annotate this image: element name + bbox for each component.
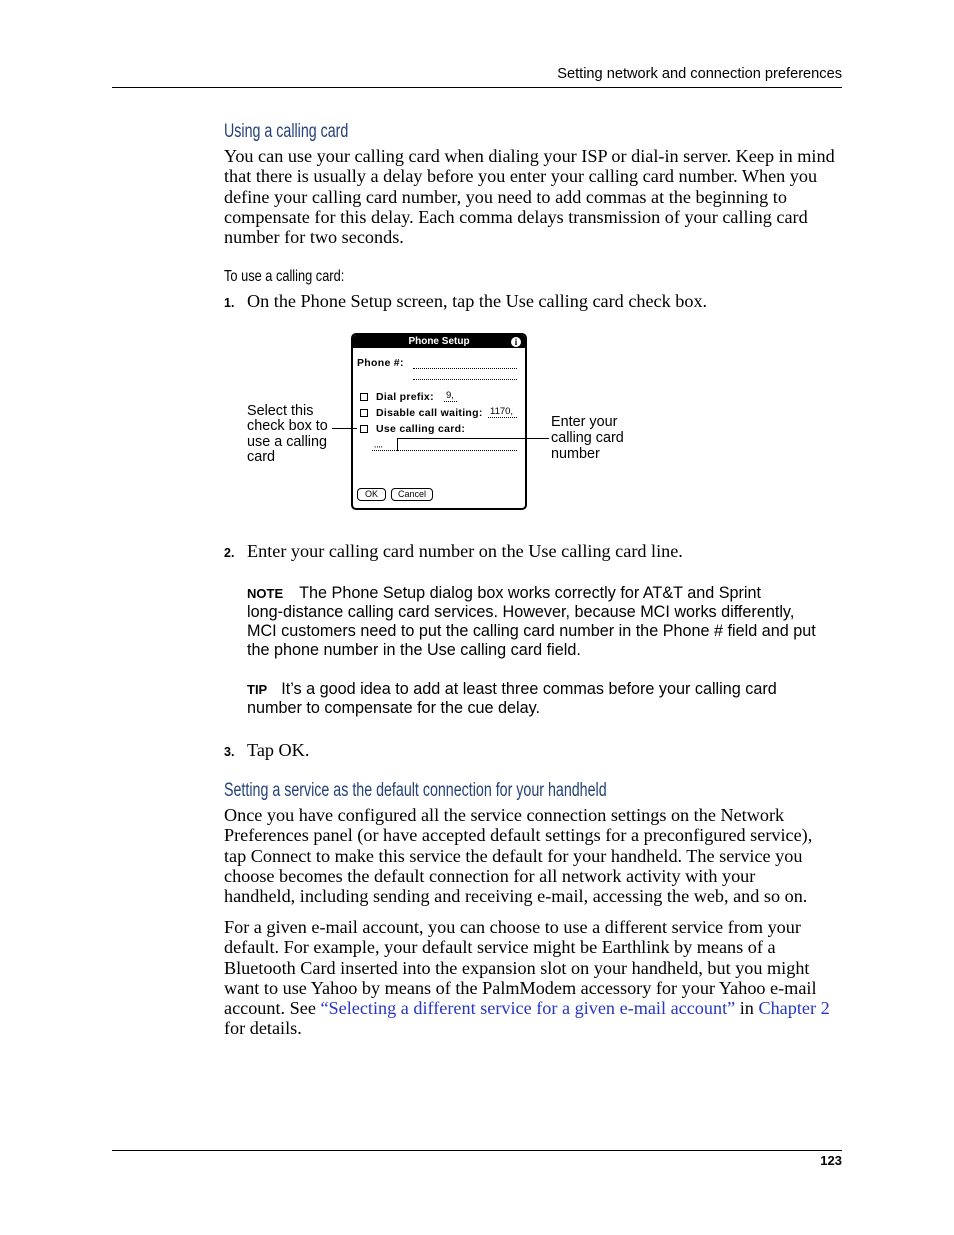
cancel-button: Cancel [391, 488, 433, 501]
default-connection-paragraph-2 [224, 917, 830, 1039]
default-connection-paragraph-1 [224, 805, 812, 906]
step-number: 1. [224, 296, 235, 310]
step-2 [224, 541, 683, 563]
note-line: the phone number in the Use calling card field. [247, 641, 581, 659]
paragraph-line: Once you have configured all the service connection settings on the Network [224, 805, 785, 825]
callout-leader-right [397, 438, 549, 439]
calling-card-line [372, 450, 517, 451]
call-waiting-label: Disable call waiting: [376, 407, 483, 419]
paragraph-line: choose becomes the default connection for all network activity with your [224, 865, 756, 886]
calling-card-label: Use calling card: [376, 423, 466, 435]
section-heading-calling-card: Using a calling card [224, 121, 349, 142]
callout-line: use a calling [247, 433, 327, 450]
paragraph-line: handheld, including sending and receiving e-mail, accessing the web, and so on. [224, 886, 808, 907]
link-line-between: in [735, 998, 759, 1019]
step-1 [224, 291, 707, 313]
tip-block [247, 680, 777, 718]
paragraph-line: default. For example, your default service might be Earthlink by means of a [224, 937, 776, 958]
callout-leader-right-drop [397, 438, 398, 451]
section-heading-default-connection: Setting a service as the default connection for your handheld [224, 780, 607, 801]
intro-paragraph [224, 146, 835, 247]
callout-line: card [247, 449, 275, 466]
tip-label: TIP [247, 682, 268, 697]
note-line: MCI customers need to put the calling card number in the Phone # field and put [247, 622, 816, 640]
phone-setup-screen [351, 333, 527, 510]
paragraph-line: Bluetooth Card inserted into the expansion slot on your handheld, but you might [224, 957, 810, 978]
callout-line: check box to [247, 418, 328, 435]
procedure-title: To use a calling card: [224, 268, 345, 285]
dial-prefix-value: 9, [446, 390, 454, 401]
tip-line [247, 680, 777, 699]
info-icon [511, 337, 521, 347]
phone-number-label: Phone #: [357, 357, 404, 369]
paragraph-line [224, 998, 830, 1018]
footer-rule [112, 1150, 842, 1151]
paragraph-line: number for two seconds. [224, 227, 404, 248]
note-line: long-distance calling card services. However, because MCI works differently, [247, 603, 795, 621]
paragraph-line: want to use Yahoo by means of the PalmModem accessory for your Yahoo e-mail [224, 977, 817, 998]
callout-line: Enter your [551, 414, 618, 431]
header-rule [112, 87, 842, 88]
step-text: Enter your calling card number on the Use calling card line. [247, 541, 683, 561]
chapter-link[interactable]: Chapter 2 [758, 998, 830, 1019]
callout-line: number [551, 446, 600, 463]
step-text: On the Phone Setup screen, tap the Use calling card check box. [247, 291, 708, 311]
link-line-prefix: account. See [224, 998, 321, 1019]
note-line [247, 584, 816, 603]
paragraph-line: that there is usually a delay before you enter your calling card number. When you [224, 166, 818, 187]
calling-card-checkbox [360, 425, 368, 433]
page-number: 123 [820, 1153, 842, 1168]
phone-number-line [413, 368, 517, 369]
step-text: Tap OK. [247, 740, 310, 760]
callout-number [551, 414, 624, 462]
paragraph-line: define your calling card number, you need to add commas at the beginning to [224, 186, 787, 207]
step-number: 3. [224, 745, 235, 759]
paragraph-line: tap Connect to make this service the default for your handheld. The service you [224, 845, 803, 866]
paragraph-line: compensate for this delay. Each comma delays transmission of your calling card [224, 206, 808, 227]
paragraph-line: Preferences panel (or have accepted default settings for a preconfigured service), [224, 825, 813, 846]
note-text: The Phone Setup dialog box works correctly for AT&T and Sprint [299, 584, 762, 602]
call-waiting-line [488, 417, 517, 418]
cross-reference-link[interactable]: “Selecting a different service for a given e-mail account” [320, 998, 736, 1019]
tip-text: It’s a good idea to add at least three commas before your calling card [281, 680, 777, 698]
paragraph-line: for details. [224, 1018, 302, 1039]
call-waiting-value: 1170, [490, 406, 514, 417]
callout-leader-left [332, 428, 357, 429]
dial-prefix-checkbox [360, 393, 368, 401]
screen-title: Phone Setup [353, 335, 525, 348]
callout-line: Select this [247, 402, 314, 419]
dial-prefix-label: Dial prefix: [376, 391, 434, 403]
paragraph-line: For a given e-mail account, you can choose to use a different service from your [224, 917, 801, 937]
call-waiting-checkbox [360, 409, 368, 417]
phone-number-line [413, 379, 517, 380]
callout-line: calling card [551, 430, 624, 447]
dial-prefix-line [444, 401, 457, 402]
callout-checkbox [247, 404, 328, 466]
ok-button: OK [357, 488, 386, 501]
calling-card-value: ,,,, [374, 440, 383, 449]
tip-line: number to compensate for the cue delay. [247, 699, 541, 717]
note-block [247, 584, 816, 660]
step-3 [224, 740, 309, 762]
phone-setup-figure [240, 325, 640, 515]
step-number: 2. [224, 546, 235, 560]
note-label: NOTE [247, 586, 284, 601]
running-header: Setting network and connection preferences [557, 66, 842, 82]
paragraph-line: You can use your calling card when dialing your ISP or dial-in server. Keep in mind [224, 146, 835, 166]
